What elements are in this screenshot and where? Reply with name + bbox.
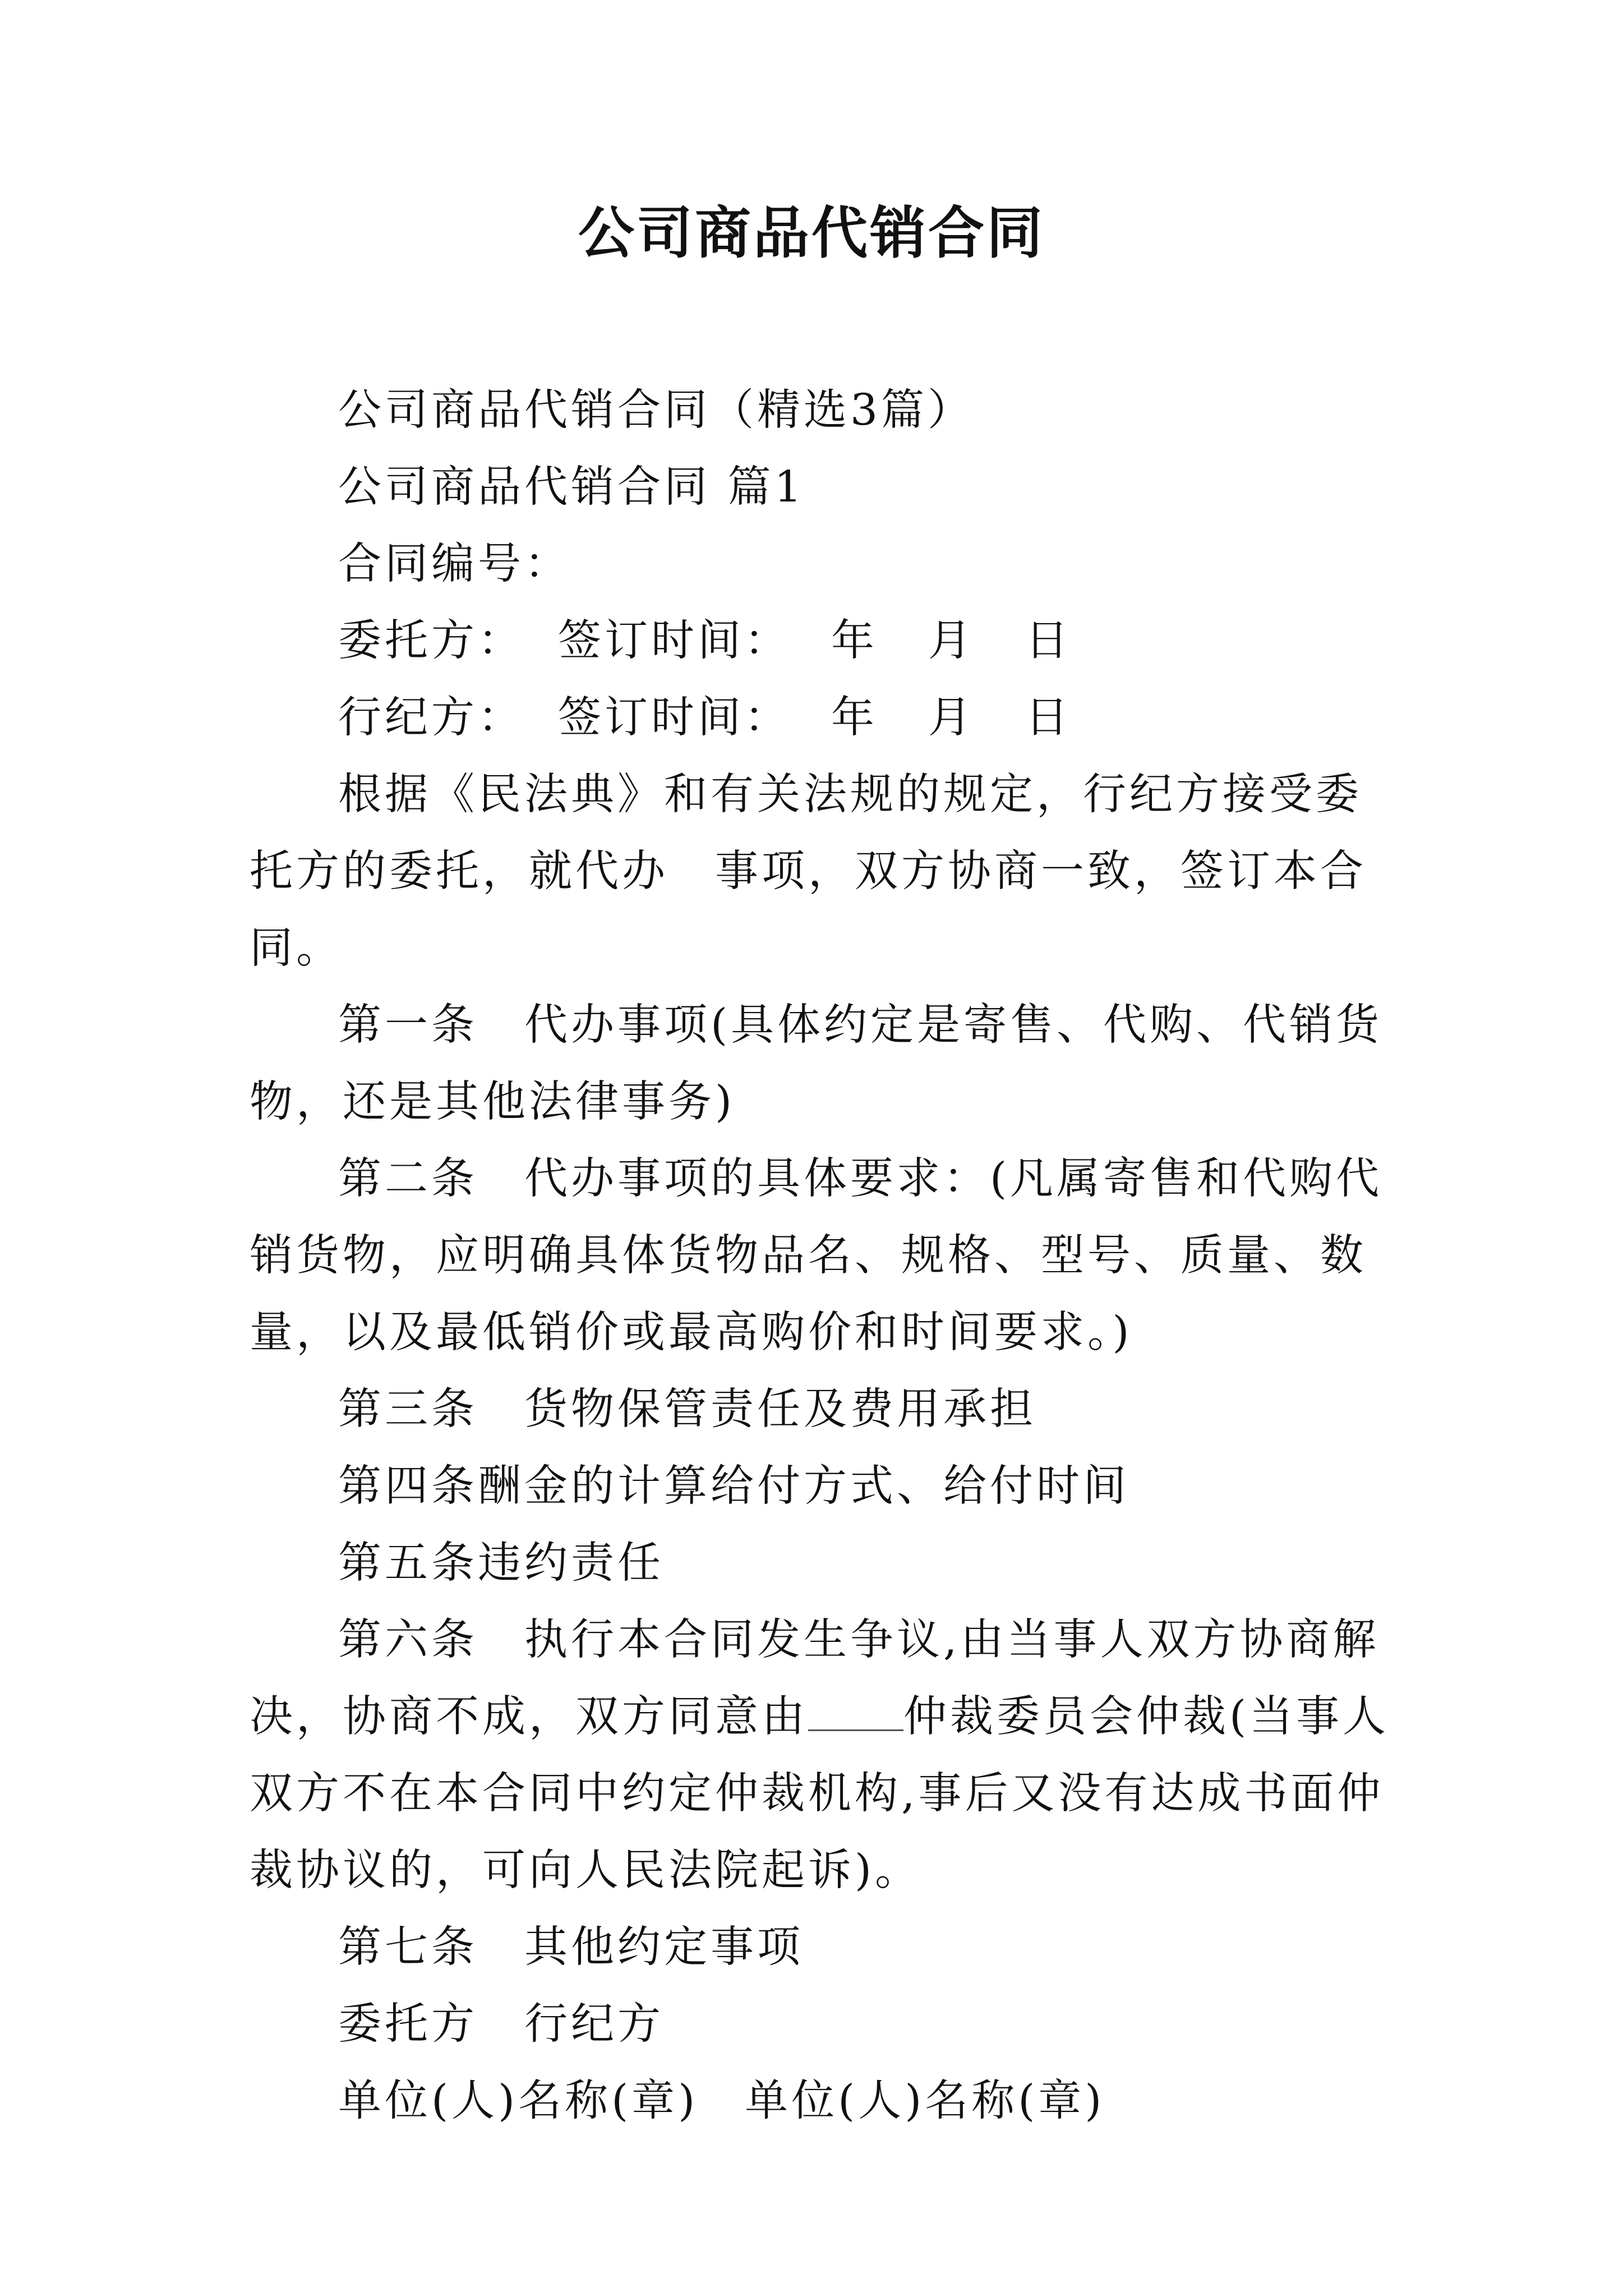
- arbitration-blank: [808, 1696, 903, 1731]
- client-sign-time-label: 签订时间：: [558, 616, 791, 666]
- intro-paragraph: 根据《民法典》和有关法规的规定，行纪方接受委托方的委托，就代办 事项，双方协商一致，签订本合同。: [250, 770, 1367, 973]
- signature-parties: 委托方 行纪方: [338, 1999, 664, 2049]
- article-5: 第五条违约责任: [338, 1538, 664, 1588]
- agent-year: 年: [831, 693, 878, 743]
- article-1: 第一条 代办事项(具体约定是寄售、代购、代销货物，还是其他法律事务): [250, 1000, 1383, 1127]
- contract-number-label: 合同编号：: [338, 539, 571, 589]
- client-label: 委托方：: [338, 616, 524, 666]
- article-6-before-blank: 第六条 执行本合同发生争议,由当事人双方协商解决，协商不成，双方同意由: [250, 1615, 1380, 1742]
- agent-label: 行纪方：: [338, 693, 524, 743]
- client-month: 月: [928, 616, 975, 666]
- document-subtitle: 公司商品代销合同（精选3篇）: [338, 385, 974, 435]
- signature-units: 单位(人)名称(章) 单位(人)名称(章): [338, 2076, 1105, 2126]
- agent-sign-time-label: 签订时间：: [558, 693, 791, 743]
- client-sign-line: [250, 602, 1391, 679]
- article-2: 第二条 代办事项的具体要求：(凡属寄售和代购代销货物，应明确具体货物品名、规格、型号、质量、数量，以及最低销价或最高购价和时间要求。): [250, 1154, 1383, 1358]
- article-3: 第三条 货物保管责任及费用承担: [338, 1384, 1036, 1434]
- client-year: 年: [831, 616, 878, 666]
- section-heading: 公司商品代销合同 篇1: [338, 462, 805, 512]
- document-title: 公司商品代销合同: [578, 200, 1045, 266]
- agent-day: 日: [1025, 693, 1072, 743]
- agent-month: 月: [928, 693, 975, 743]
- article-6: [250, 1602, 1391, 1909]
- client-day: 日: [1025, 616, 1072, 666]
- article-4: 第四条酬金的计算给付方式、给付时间: [338, 1461, 1129, 1511]
- document-body: [250, 372, 1391, 2139]
- article-7: 第七条 其他约定事项: [338, 1922, 804, 1972]
- agent-sign-line: [250, 679, 1391, 756]
- article-6-after-blank: 仲裁委员会仲裁(当事人双方不在本合同中约定仲裁机构,事后又没有达成书面仲裁协议的，可向人民法院起诉)。: [250, 1692, 1390, 1895]
